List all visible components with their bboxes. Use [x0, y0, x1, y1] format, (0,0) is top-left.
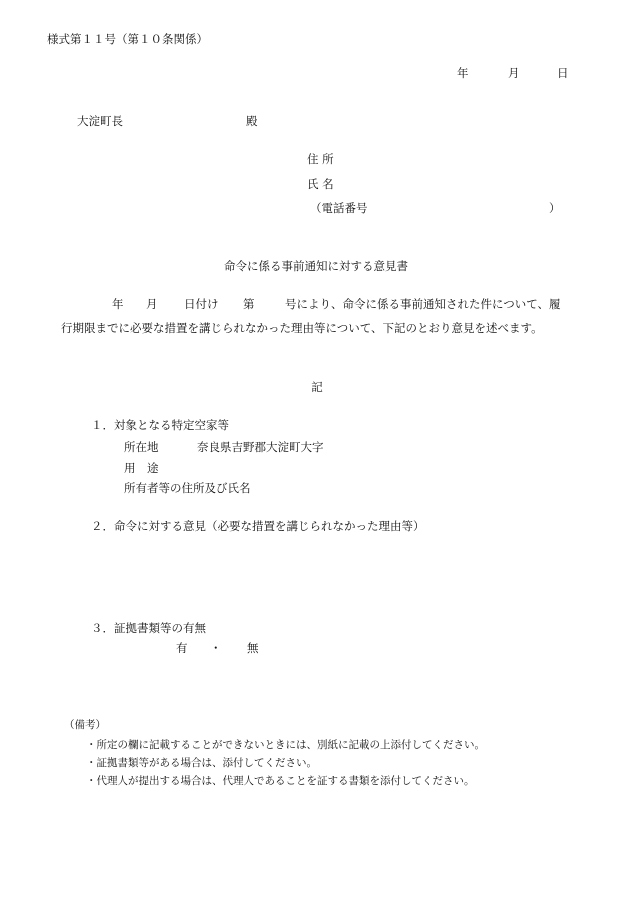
phone-label: （電話番号: [310, 201, 368, 215]
addressee-honorific: 殿: [246, 114, 258, 128]
name-label: 氏 名: [307, 177, 334, 191]
ki-heading: 記: [311, 380, 323, 394]
document-title: 命令に係る事前通知に対する意見書: [224, 259, 408, 273]
section1-heading: １．対象となる特定空家等: [91, 418, 229, 432]
location-label: 所在地: [124, 440, 159, 454]
option-separator: ・: [210, 641, 222, 655]
option-no: 無: [247, 641, 259, 655]
date-day-label: 日: [557, 66, 569, 80]
address-label: 住 所: [307, 152, 334, 166]
phone-close-paren: ）: [549, 201, 561, 215]
location-value: 奈良県吉野郡大淀町大字: [197, 440, 324, 454]
body-line1-text: 号により、命令に係る事前通知された件について、履: [285, 297, 561, 311]
section3-heading: ３．証拠書類等の有無: [91, 621, 206, 635]
section2-heading: ２．命令に対する意見（必要な措置を講じられなかった理由等）: [91, 519, 425, 533]
body-dai: 第: [243, 297, 255, 311]
body-line2: 行期限までに必要な措置を講じられなかった理由等について、下記のとおり意見を述べます。: [61, 321, 543, 335]
owner-label: 所有者等の住所及び氏名: [124, 481, 251, 495]
notes-heading: （備考）: [64, 719, 106, 731]
body-month: 月: [146, 297, 158, 311]
option-yes: 有: [176, 641, 188, 655]
date-year-label: 年: [457, 66, 469, 80]
body-day: 日付け: [184, 297, 219, 311]
date-month-label: 月: [508, 66, 520, 80]
note-item: ・所定の欄に記載することができないときには、別紙に記載の上添付してください。: [86, 739, 485, 751]
body-year: 年: [112, 297, 124, 311]
note-item: ・代理人が提出する場合は、代理人であることを証する書類を添付してください。: [86, 775, 475, 787]
note-item: ・証拠書類等がある場合は、添付してください。: [86, 757, 317, 769]
form-number: 様式第１１号（第１０条関係）: [47, 32, 208, 46]
addressee-name: 大淀町長: [77, 114, 123, 128]
use-label: 用 途: [124, 461, 159, 475]
